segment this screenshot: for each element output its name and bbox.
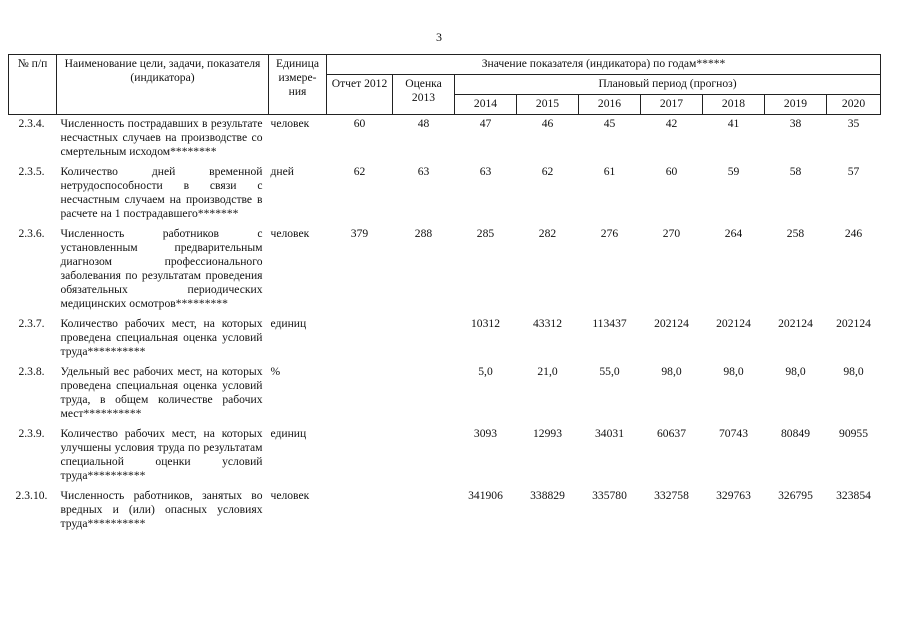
value-cell [393, 311, 455, 359]
indicator-name: Удельный вес рабочих мест, на которых проведена специальная оценка условий труда, в общем количестве рабочих мест********** [60, 365, 263, 420]
header-unit: Единица измере-ния [269, 55, 327, 115]
value-cell: 41 [727, 117, 740, 130]
unit-cell: человек [270, 117, 310, 130]
value-cell: 45 [603, 117, 616, 130]
value-cell: 59 [727, 165, 740, 178]
table-row [9, 159, 881, 221]
value-cell: 332758 [654, 489, 689, 502]
value-cell: 288 [414, 227, 433, 240]
value-cell: 62 [541, 165, 554, 178]
table-row [9, 421, 881, 483]
value-cell: 379 [350, 227, 369, 240]
indicator-name: Количество рабочих мест, на которых улучшены условия труда по результатам специальной оценки условий труда********** [60, 427, 263, 482]
value-cell [393, 421, 455, 483]
table-body [9, 115, 881, 532]
value-cell: 98,0 [843, 365, 864, 378]
value-cell: 21,0 [537, 365, 558, 378]
value-cell [327, 421, 393, 483]
value-cell: 63 [417, 165, 430, 178]
value-cell: 47 [479, 117, 492, 130]
value-cell: 3093 [473, 427, 498, 440]
row-number: 2.3.9. [18, 427, 45, 440]
header-year: 2020 [827, 95, 881, 115]
value-cell: 202124 [836, 317, 871, 330]
indicator-name: Численность пострадавших в результате несчастных случаев на производстве со смертельным исходом******** [60, 117, 263, 158]
value-cell: 80849 [781, 427, 810, 440]
row-number: 2.3.7. [18, 317, 45, 330]
table-header [9, 55, 881, 115]
unit-cell: единиц [270, 317, 307, 330]
row-number: 2.3.10. [15, 489, 48, 502]
unit-cell: единиц [270, 427, 307, 440]
header-year: 2014 [455, 95, 517, 115]
row-number: 2.3.8. [18, 365, 45, 378]
value-cell: 12993 [533, 427, 562, 440]
value-cell: 60 [665, 165, 678, 178]
value-cell: 55,0 [599, 365, 620, 378]
value-cell: 70743 [719, 427, 748, 440]
header-estimate: Оценка 2013 [393, 75, 455, 115]
table-row [9, 221, 881, 311]
value-cell: 276 [600, 227, 619, 240]
value-cell: 60 [353, 117, 366, 130]
header-plan-period: Плановый период (прогноз) [455, 75, 881, 95]
indicator-table [8, 54, 881, 531]
value-cell: 42 [665, 117, 678, 130]
value-cell [327, 483, 393, 531]
unit-cell: человек [270, 489, 310, 502]
value-cell: 258 [786, 227, 805, 240]
table-row [9, 483, 881, 531]
value-cell: 60637 [657, 427, 686, 440]
unit-cell: % [270, 365, 281, 378]
unit-cell: дней [270, 165, 294, 178]
indicator-name: Количество рабочих мест, на которых проведена специальная оценка условий труда********** [60, 317, 263, 358]
table-row [9, 311, 881, 359]
value-cell: 46 [541, 117, 554, 130]
table-row [9, 359, 881, 421]
value-cell: 43312 [533, 317, 562, 330]
value-cell: 329763 [716, 489, 751, 502]
value-cell: 5,0 [478, 365, 493, 378]
value-cell [327, 359, 393, 421]
value-cell: 48 [417, 117, 430, 130]
value-cell: 282 [538, 227, 557, 240]
value-cell: 34031 [595, 427, 624, 440]
row-number: 2.3.4. [18, 117, 45, 130]
value-cell: 38 [789, 117, 802, 130]
value-cell: 57 [847, 165, 860, 178]
value-cell [327, 311, 393, 359]
value-cell: 246 [844, 227, 863, 240]
value-cell: 98,0 [661, 365, 682, 378]
unit-cell: человек [270, 227, 310, 240]
header-year: 2016 [579, 95, 641, 115]
table-row [9, 115, 881, 160]
value-cell: 326795 [778, 489, 813, 502]
value-cell: 341906 [468, 489, 503, 502]
value-cell: 323854 [836, 489, 871, 502]
header-year: 2015 [517, 95, 579, 115]
value-cell: 338829 [530, 489, 565, 502]
value-cell: 285 [476, 227, 495, 240]
header-report: Отчет 2012 [327, 75, 393, 115]
value-cell: 202124 [654, 317, 689, 330]
value-cell: 113437 [592, 317, 627, 330]
value-cell: 62 [353, 165, 366, 178]
value-cell: 335780 [592, 489, 627, 502]
value-cell: 63 [479, 165, 492, 178]
value-cell: 264 [724, 227, 743, 240]
value-cell: 98,0 [723, 365, 744, 378]
page-number: 3 [436, 30, 442, 44]
value-cell: 202124 [716, 317, 751, 330]
value-cell: 35 [847, 117, 860, 130]
header-year: 2018 [703, 95, 765, 115]
value-cell: 58 [789, 165, 802, 178]
value-cell [393, 483, 455, 531]
value-cell: 202124 [778, 317, 813, 330]
row-number: 2.3.5. [18, 165, 45, 178]
indicator-name: Численность работников, занятых во вредных и (или) опасных условиях труда********** [60, 489, 263, 530]
indicator-name: Численность работников с установленным предварительным диагнозом профессионального заболевания по результатам проведения обязательных периодических медицинских осмотров********* [60, 227, 263, 310]
header-name: Наименование цели, задачи, показателя (индикатора) [57, 55, 269, 115]
value-cell: 98,0 [785, 365, 806, 378]
header-num: № п/п [9, 55, 57, 115]
header-year: 2017 [641, 95, 703, 115]
value-cell: 270 [662, 227, 681, 240]
row-number: 2.3.6. [18, 227, 45, 240]
header-year: 2019 [765, 95, 827, 115]
value-cell: 90955 [839, 427, 869, 440]
value-cell: 61 [603, 165, 616, 178]
indicator-name: Количество дней временной нетрудоспособности в связи с несчастным случаем на производстве в расчете на 1 пострадавшего******* [60, 165, 263, 220]
value-cell: 10312 [471, 317, 500, 330]
header-values-group: Значение показателя (индикатора) по годам***** [327, 55, 881, 75]
value-cell [393, 359, 455, 421]
